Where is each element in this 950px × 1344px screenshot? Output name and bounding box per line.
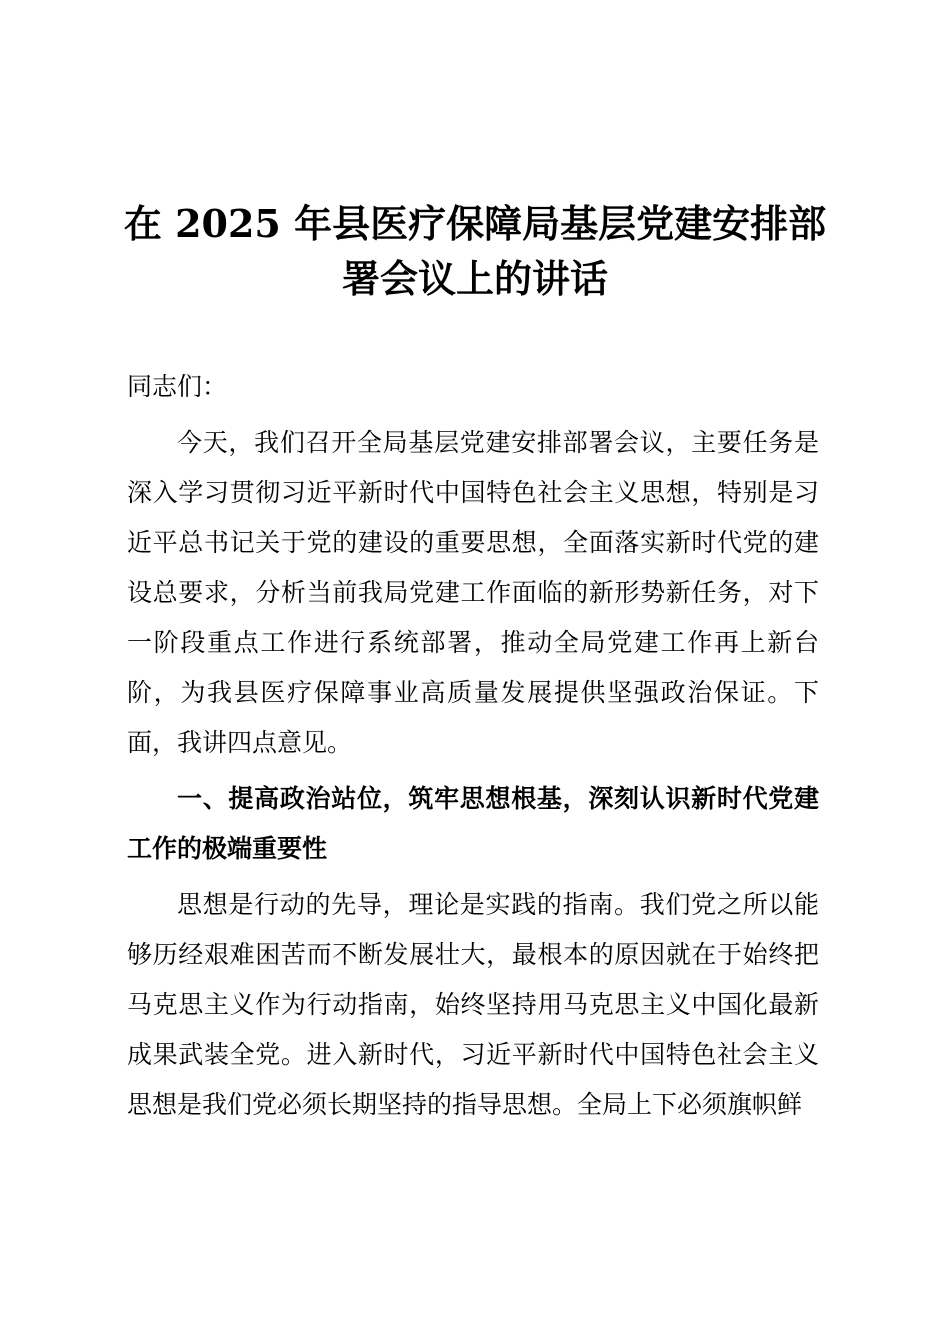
document-title [100,196,850,306]
salutation: 同志们： [127,372,228,401]
document-body [127,362,819,1136]
section-heading-1: 一、提高政治站位，筑牢思想根基，深刻认识新时代党建工作的极端重要性 [127,784,819,863]
paragraph-section-1: 思想是行动的先导，理论是实践的指南。我们党之所以能够历经艰难困苦而不断发展壮大，最根本的原因就在于始终把马克思主义作为行动指南，始终坚持用马克思主义中国化最新成果武装全党。进入新时代，习近平新时代中国特色社会主义思想是我们党必须长期坚持的指导思想。全局上下必须旗帜鲜 [127,890,819,1119]
title-line-1: 在 2025 年县医疗保障局基层党建安排部 [123,201,827,246]
paragraph-intro: 今天，我们召开全局基层党建安排部署会议，主要任务是深入学习贯彻习近平新时代中国特色社会主义思想，特别是习近平总书记关于党的建设的重要思想，全面落实新时代党的建设总要求，分析当前我局党建工作面临的新形势新任务，对下一阶段重点工作进行系统部署，推动全局党建工作再上新台阶，为我县医疗保障事业高质量发展提供坚强政治保证。下面，我讲四点意见。 [127,428,819,757]
title-line-2: 署会议上的讲话 [341,256,608,301]
